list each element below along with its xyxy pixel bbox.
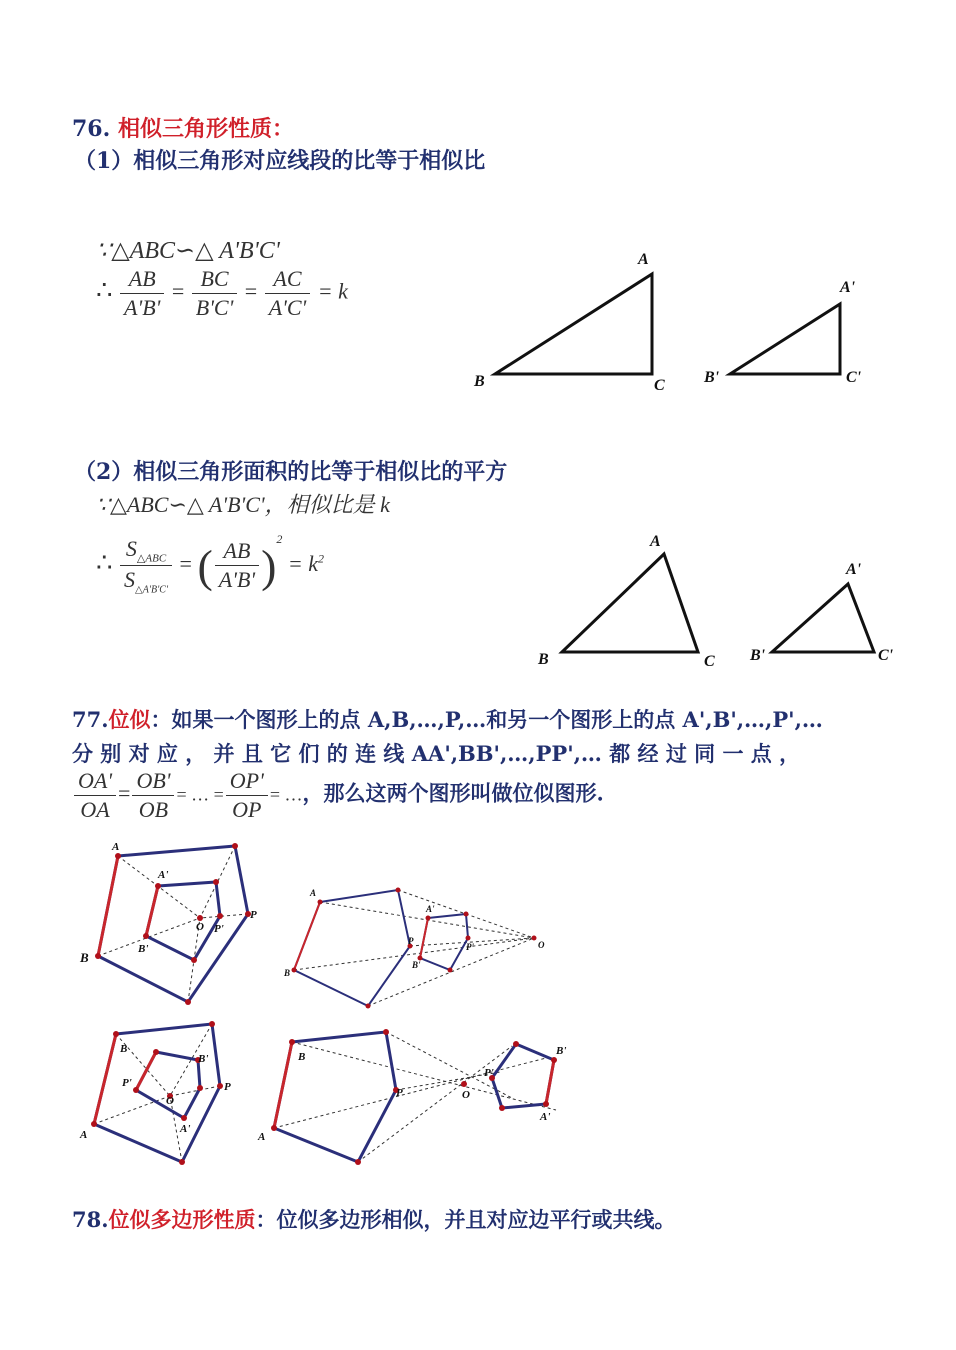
therefore-symbol: ∴ [96, 275, 113, 305]
frac-num: OB' [132, 768, 174, 796]
label-b1: B' [750, 647, 766, 664]
label-p: P [224, 1081, 231, 1093]
label-b1: B' [198, 1053, 209, 1065]
homothety-figure-2 [280, 876, 570, 1016]
s76-title: 相似三角形性质： [117, 116, 294, 142]
fraction-bc [192, 266, 238, 321]
label-p1: P' [214, 923, 224, 935]
label-b: B [80, 950, 89, 965]
ellipsis-mid: = … = [176, 784, 224, 805]
fraction-ob [132, 768, 174, 823]
ellipsis-tail: = … [269, 784, 303, 805]
s77-ratio-line: $\frac{OA'}{OA}$ = $\frac{OB'}{OB}$ = … = $\frac{OP'}{OP}$ = …，那么这两个图形叫做位似图形. [72, 768, 604, 823]
frac-num [120, 536, 172, 566]
label-c1: C' [846, 369, 862, 386]
label-o: O [462, 1089, 470, 1101]
square-exponent: 2 [276, 532, 283, 546]
label-a: A [80, 1129, 88, 1141]
frac-den: OP [232, 797, 262, 822]
left-paren: ( [197, 540, 213, 592]
fraction-oa [74, 768, 116, 823]
label-a: A [638, 251, 649, 268]
label-c: C [704, 653, 715, 670]
similar-triangles-figure-1 [460, 240, 900, 400]
s76-equation1 [96, 266, 348, 321]
label-a1: A' [426, 904, 435, 914]
s77-definition-line3: ，那么这两个图形叫做位似图形. [302, 780, 604, 806]
label-o: O [166, 1095, 174, 1107]
label-b1: B' [412, 960, 421, 970]
fraction-ab [120, 266, 164, 321]
label-p: P [396, 1087, 403, 1099]
s76-heading [72, 112, 294, 143]
label-a1: A' [180, 1123, 191, 1135]
frac-num: BC [192, 266, 238, 294]
label-a: A [112, 841, 120, 853]
label-a1: A' [158, 869, 169, 881]
frac-num: OP' [226, 768, 268, 796]
triangle-abc [495, 274, 652, 374]
frac-den: OA [80, 797, 110, 822]
homothety-figure-4 [256, 1024, 586, 1174]
s78-text: 位似多边形相似，并且对应边平行或共线。 [276, 1207, 676, 1232]
label-a1: A' [840, 279, 856, 296]
s-letter: S [124, 567, 136, 593]
s77-number: 77. [72, 707, 109, 732]
fraction-area [120, 536, 172, 596]
label-p: P [250, 909, 257, 921]
frac-den [120, 566, 172, 595]
s76-because1: ∵△ABC∽△ A'B'C' [96, 238, 280, 264]
s78-number: 78. [72, 1207, 109, 1232]
label-c: C [654, 377, 665, 394]
label-b: B [474, 373, 485, 390]
label-b: B [120, 1043, 128, 1055]
frac-num: AB [120, 266, 164, 294]
equals: = [171, 278, 185, 304]
label-p1: P' [484, 1067, 494, 1079]
label-a1: A' [540, 1111, 551, 1123]
label-a: A [650, 533, 661, 550]
frac-num: OA' [74, 768, 116, 796]
s78-title: 位似多边形性质 [108, 1207, 256, 1232]
label-b: B [538, 651, 549, 668]
s76-number: 76. [72, 116, 111, 142]
label-a1: A' [846, 561, 862, 578]
triangle-a1b1c1-2 [772, 584, 874, 652]
label-b1: B' [138, 943, 149, 955]
right-paren: ) [261, 540, 277, 592]
frac-den: A'C' [268, 295, 307, 320]
s76-because2: ∵△ABC∽△ A'B'C'，相似比是 k [96, 492, 390, 517]
eq1-result: = k [317, 278, 348, 304]
triangle-a1b1c1 [730, 304, 840, 374]
s-sub: △ABC [136, 552, 167, 565]
label-b1: B' [556, 1045, 567, 1057]
s77-definition-line1: 如果一个图形上的点 A,B,…,P,…和另一个图形上的点 A',B',…,P',… [171, 707, 823, 732]
fraction-ac [265, 266, 311, 321]
therefore-symbol: ∴ [96, 548, 113, 577]
s77-colon: ： [150, 707, 172, 732]
label-b1: B' [704, 369, 720, 386]
s76-sub2: （2）相似三角形面积的比等于相似比的平方 [74, 459, 508, 485]
frac-den: A'B' [218, 567, 256, 593]
triangle-abc-2 [562, 554, 698, 652]
homothety-figure-3 [70, 1016, 250, 1176]
frac-den: B'C' [195, 295, 234, 320]
equals: = [179, 551, 192, 576]
s78-colon: ： [255, 1207, 277, 1232]
label-p: P [408, 936, 414, 946]
homothety-figure-1 [70, 836, 270, 1016]
similar-triangles-figure-2 [520, 528, 920, 678]
s76-equation2 [96, 532, 324, 596]
s77-line2: 分 别 对 应 ， 并 且 它 们 的 连 线 AA',BB',…,PP',… 都 经 过 同 一 点 ， [72, 741, 801, 766]
s78-line [72, 1204, 676, 1234]
s77-line1 [72, 704, 823, 734]
eq2-result: = k [287, 551, 319, 576]
label-a: A [310, 888, 317, 898]
label-b: B [298, 1051, 306, 1063]
fraction-ab-paren [215, 538, 259, 593]
label-a: A [258, 1131, 266, 1143]
s76-sub1: （1）相似三角形对应线段的比等于相似比 [74, 148, 486, 174]
label-o: O [196, 921, 204, 933]
frac-num: AB [215, 538, 259, 566]
frac-num: AC [265, 266, 311, 294]
label-b: B [284, 968, 291, 978]
s-sub: △A'B'C' [135, 584, 169, 596]
k-exponent: 2 [318, 551, 325, 566]
label-p1: P' [122, 1077, 132, 1089]
fraction-op [226, 768, 268, 823]
label-c1: C' [878, 647, 894, 664]
s77-title: 位似 [108, 707, 151, 732]
label-o: O [538, 940, 545, 950]
equals: = [244, 278, 258, 304]
frac-den: A'B' [124, 295, 161, 320]
label-p1: P' [466, 942, 474, 952]
frac-den: OB [138, 797, 169, 822]
s-letter: S [125, 536, 137, 562]
